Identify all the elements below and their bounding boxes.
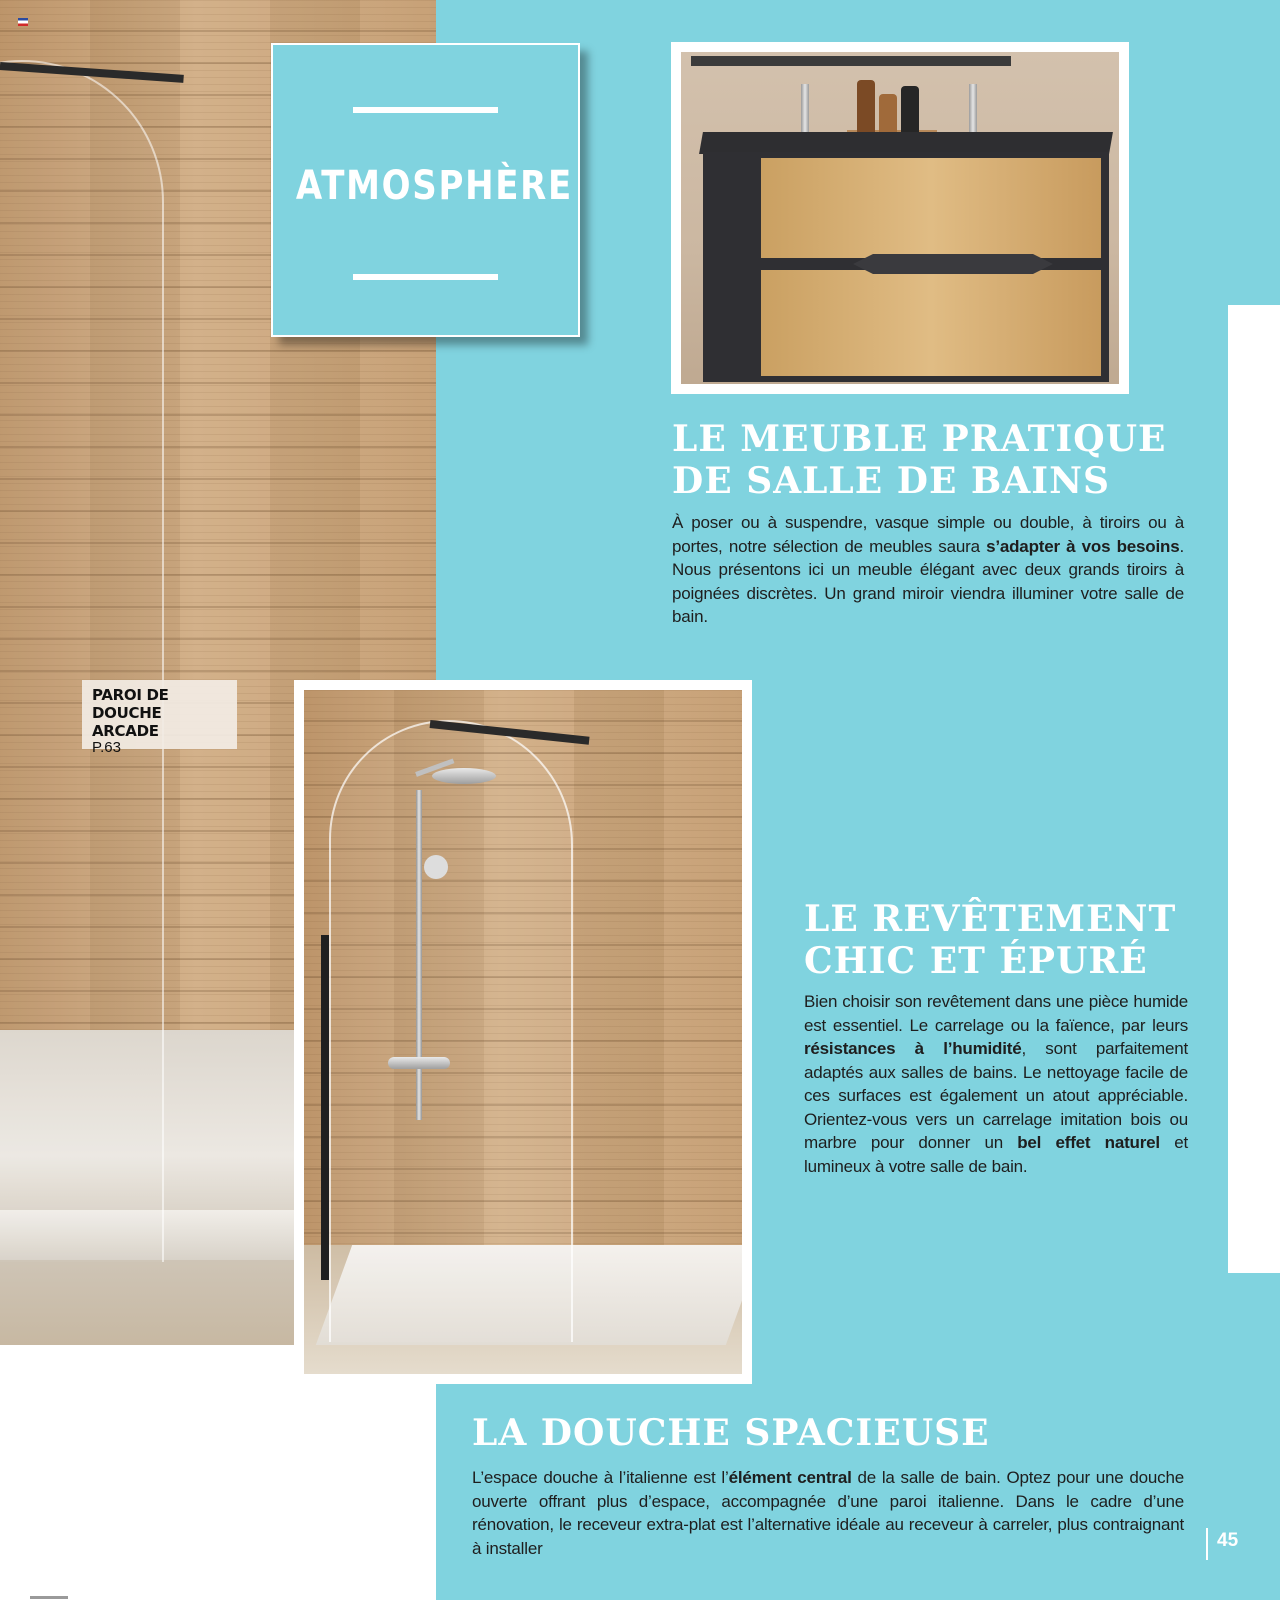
walk-in-shower-photo bbox=[304, 690, 742, 1374]
decorative-line-top bbox=[353, 107, 498, 113]
text-meuble bbox=[672, 511, 1184, 629]
text-segment: Bien choisir son revêtement dans une pièce humide est essentiel. Le carrelage ou la faïence, par leurs bbox=[804, 992, 1188, 1035]
text-emphasis: résistances à l’humidité bbox=[804, 1039, 1022, 1058]
text-revetement bbox=[804, 990, 1188, 1178]
footer-line bbox=[30, 1596, 68, 1599]
product-page-ref: P.63 bbox=[92, 739, 121, 756]
decorative-line-bottom bbox=[353, 274, 498, 280]
text-segment: et lumineux à votre salle de bain. bbox=[804, 1133, 1188, 1176]
text-segment: À poser ou à suspendre, vasque simple ou double, à tiroirs ou à portes, notre sélection de meubles saura bbox=[672, 513, 1184, 556]
white-side-strip bbox=[1228, 305, 1280, 1273]
text-emphasis: élément central bbox=[728, 1468, 852, 1487]
text-emphasis: s’adapter à vos besoins bbox=[986, 536, 1180, 556]
shower-photo-frame bbox=[294, 680, 752, 1384]
soap-bottle bbox=[879, 94, 897, 134]
section-title-box bbox=[271, 43, 580, 337]
vanity-photo-frame bbox=[671, 42, 1129, 394]
text-segment: L’espace douche à l’italienne est l’ bbox=[472, 1468, 729, 1487]
soap-bottle bbox=[857, 80, 875, 134]
drawer-bottom bbox=[761, 270, 1101, 376]
heading-revetement: LE REVÊTEMENT CHIC ET ÉPURÉ bbox=[804, 898, 1177, 982]
heading-douche: LA DOUCHE SPACIEUSE bbox=[472, 1412, 990, 1454]
arched-glass-panel bbox=[0, 60, 164, 1262]
text-douche bbox=[472, 1466, 1184, 1560]
arched-glass-panel bbox=[329, 720, 573, 1342]
mirror-edge bbox=[691, 56, 1011, 66]
heading-meuble: LE MEUBLE PRATIQUE DE SALLE DE BAINS bbox=[672, 418, 1167, 502]
product-label bbox=[82, 680, 237, 756]
text-segment: , sont parfaitement adaptés aux salles de bains. Le nettoyage facile de ces surfaces est également un atout appréciable. Orientez-vous vers un carrelage imitation bois ou marbre pour donner un bbox=[804, 1039, 1188, 1152]
soap-bottle bbox=[901, 86, 919, 134]
faucet-icon bbox=[801, 84, 809, 134]
page-number: 45 bbox=[1217, 1530, 1239, 1551]
drawer-handle bbox=[853, 254, 1053, 274]
vanity-cabinet bbox=[703, 152, 1109, 382]
text-segment: . Nous présentons ici un meuble élégant avec deux grands tiroirs à poignées discrètes. Un grand miroir viendra illuminer votre salle de bain. bbox=[672, 536, 1184, 626]
faucet-icon bbox=[969, 84, 977, 134]
vanity-countertop bbox=[699, 132, 1113, 154]
bathroom-vanity-photo bbox=[681, 52, 1119, 384]
text-segment: de la salle de bain. Optez pour une douche ouverte offrant plus d’espace, accompagnée d’une paroi italienne. Dans le cadre d’une rénovation, le receveur extra-plat est l’alternative idéale au receveur à carreler, plus contraignant à installer bbox=[472, 1468, 1184, 1558]
page-number-divider bbox=[1206, 1528, 1208, 1560]
drawer-top bbox=[761, 158, 1101, 258]
product-name: PAROI DE DOUCHE ARCADE bbox=[92, 686, 169, 740]
section-title: ATMOSPHÈRE bbox=[295, 163, 573, 209]
wall-profile bbox=[321, 935, 329, 1280]
flag-icon bbox=[18, 18, 28, 26]
text-emphasis: bel effet naturel bbox=[1017, 1133, 1160, 1152]
